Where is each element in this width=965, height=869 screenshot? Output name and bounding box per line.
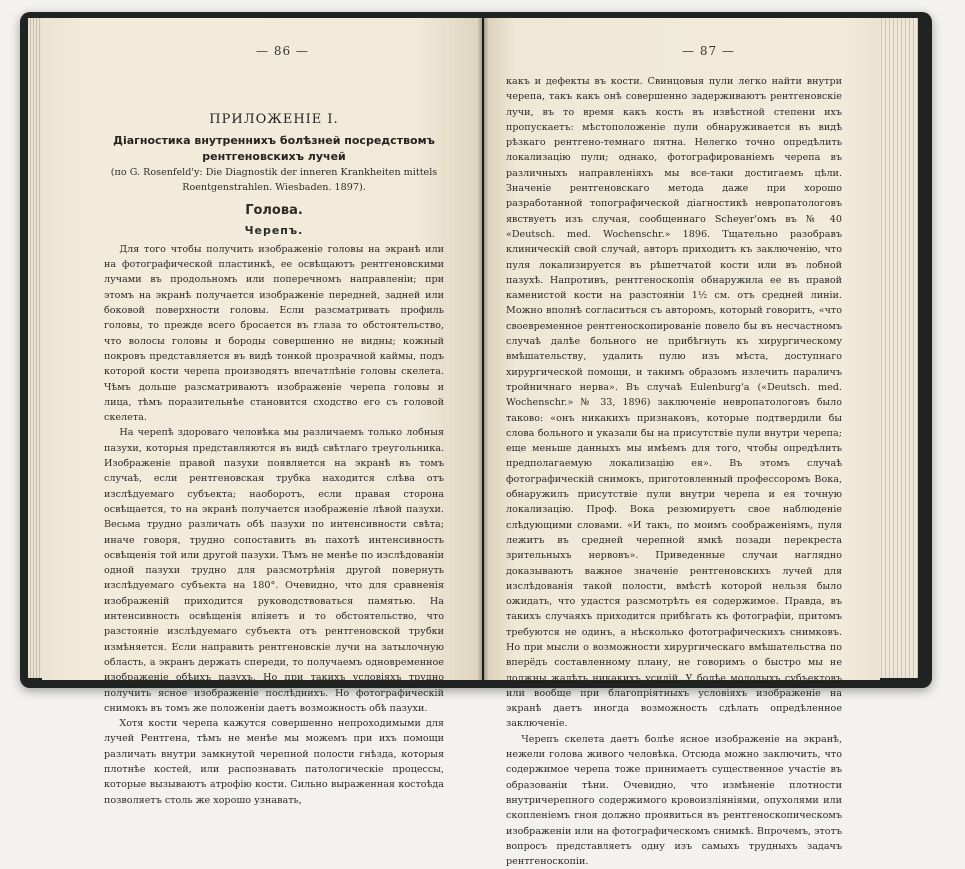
- right-page-edges: [878, 18, 918, 678]
- appendix-heading: ПРИЛОЖЕНІЕ I.: [209, 112, 339, 127]
- appendix-subtitle: (по G. Rosenfeld'y: Die Diagnostik der inneren Krankheiten mittels Roentgenstrahlen. Wiesbaden. 1897).: [110, 167, 438, 194]
- left-page-text: [104, 112, 444, 808]
- page-number-left: — 86 —: [256, 44, 309, 58]
- paragraph: На черепѣ здороваго человѣка мы различаемъ только лобныя пазухи, которыя представляются въ видѣ свѣтлаго треугольника. Изображеніе правой пазухи появляется на экранѣ въ томъ случаѣ, если рентгеновская трубка находится слѣва отъ изслѣдуемаго субъекта; наоборотъ, если правая сторона освѣщается, то на экранѣ получается изображеніе лѣвой пазухи. Весьма трудно различать обѣ пазухи по интенсивности свѣта; иначе говоря, трудно сопоставить въ пахотѣ интенсивность освѣщенія той или другой пазухи. Тѣмъ не менѣе по изслѣдованіи одной пазухи трудно для разсмотрѣнія другой повернуть изслѣдуемаго субъекта на 180°. Очевидно, что для сравненія изображеній приходится руководствоваться памятью. На интенсивность освѣщенія вліяетъ и то обстоятельство, что разстояніе изслѣдуемаго субъекта отъ рентгеновской трубки измѣняется. Если направить рентгеновскіе лучи на затылочную область, а экранъ держать спереди, то получаемъ одновременное изображеніе обѣихъ пазухъ. Но при такихъ условіяхъ трудно получить ясное изображеніе послѣднихъ. Но фотографическій снимокъ въ томъ же положеніи даетъ возможность обѣ пазухи.: [104, 427, 444, 714]
- subsection-heading: Черепъ.: [244, 223, 304, 237]
- paragraph: какъ и дефекты въ кости. Свинцовыя пули легко найти внутри черепа, такъ какъ онѣ совершенно задерживаютъ рентгеновскіе лучи, въ то время какъ кость въ извѣстной степени ихъ пропускаетъ: мѣстоположеніе пули обнаруживается въ видѣ рѣзкаго рентгено-темнаго пятна. Нелегко точно опредѣлить локализацію пули; однако, фотографированіемъ черепа въ различныхъ направленіяхъ мы все-таки достигаемъ цѣли. Значеніе рентгеновскаго метода даже при хорошо разработанной топографической діагностикѣ невропатологовъ явствуетъ изъ случая, сообщеннаго Scheyer'омъ въ № 40 «Deutsch. med. Wochenschr.» 1896. Тщательно разобравъ клиническій свой случай, авторъ приходитъ къ заключенію, что пуля локализируется въ рѣшетчатой кости или въ лобной пазухѣ. Напротивъ, рентгеноскопія обнаружила ее въ правой каменистой кости на разстояніи 1½ см. отъ средней линіи. Можно вполнѣ согласиться съ авторомъ, который говоритъ, «что своевременное рентгеноскопированіе повело бы въ несчастномъ случаѣ далѣе больного не прибѣгнуть къ хирургическому вмѣшательству, удалить пулю изъ мѣста, доступнаго хирургической помощи, и такимъ образомъ излечить параличъ тройничнаго нерва». Въ случаѣ Eulenburg'a («Deutsch. med. Wochenschr.» № 33, 1896) заключеніе невропатологовъ было таково: «онъ никакихъ признаковъ, которые подтвердили бы слова больного и указали бы на присутствіе пули внутри черепа; еще меньше данныхъ мы имѣемъ для того, чтобы опредѣлить предполагаемую локализацію ея». Въ этомъ случаѣ фотографическій снимокъ, приготовленный профессоромъ Вока, обнаружилъ присутствіе пули внутри черепа и ея точную локализацію. Проф. Вока резюмируетъ свое наблюденіе слѣдующими словами. «И такъ, по моимъ соображеніямъ, пуля лежитъ въ средней черепной ямкѣ позади перекреста зрительныхъ нервовъ». Приведенные случаи наглядно доказываютъ важное значеніе рентгеновскихъ лучей для изслѣдованія такой полости, вмѣстѣ которой нельзя было ожидать, что удастся разсмотрѣть ея содержимое. Правда, въ такихъ случаяхъ приходится прибѣгать къ фотографіи, притомъ требуются не одинъ, а нѣсколько фотографическихъ снимковъ. Но при мысли о возможности хирургическаго вмѣшательства по вперёдъ составленному плану, не говоримъ о быстро мы не должны жалѣть никакихъ усилій. У болѣе молодыхъ субъектовъ или вообще при благопріятныхъ условіяхъ изображеніе на экранѣ даетъ иногда возможность сдѣлать опредѣленное заключеніе.: [506, 76, 842, 730]
- right-page-text: [506, 74, 842, 869]
- left-page-edges: [28, 18, 42, 678]
- right-page: [484, 18, 880, 868]
- left-page: [42, 18, 482, 806]
- paragraph: Для того чтобы получить изображеніе головы на экранѣ или на фотографической пластинкѣ, ее освѣщаютъ рентгеновскими лучами въ продольномъ или поперечномъ направленіи; при этомъ на экранѣ получается изображеніе передней, задней или боковой поверхности головы. Если разсматривать профиль головы, то прежде всего бросается въ глаза то обстоятельство, что волосы головы и бороды совершенно не видны; кожный покровъ представляется въ видѣ тонкой прозрачной каймы, подъ которой кости черепа производятъ впечатлѣніе головы скелета. Чѣмъ дольше разсматриваютъ изображеніе черепа головы и лица, тѣмъ поразительнѣе становится сходство его съ головой скелета.: [104, 243, 444, 424]
- paragraph: Черепъ скелета даетъ болѣе ясное изображеніе на экранѣ, нежели голова живого человѣка. Отсюда можно заключить, что содержимое черепа тоже принимаетъ существенное участіе въ образованіи тѣни. Очевидно, что измѣненіе плотности внутричерепного содержимого кровоизліяніями, опухолями или скопленіемъ гноя должно проявиться въ рентгеноскопическомъ изображеніи или на фотографическомъ снимкѣ. Впрочемъ, этотъ вопросъ представляетъ одну изъ самыхъ трудныхъ задачъ рентгеноскопіи.: [506, 733, 842, 868]
- paragraph: Хотя кости черепа кажутся совершенно непроходимыми для лучей Рентгена, тѣмъ не менѣе мы можемъ при ихъ помощи различать внутри замкнутой черепной полости гнѣзда, которыя плотнѣе костей, или распознавать патологическіе процессы, которые вызываютъ атрофію кости. Сильно выраженная костоѣда позволяетъ столь же хорошо узнавать,: [104, 718, 444, 806]
- page-number-right: — 87 —: [682, 44, 735, 58]
- book-gutter: [478, 18, 488, 680]
- section-heading: Голова.: [245, 203, 303, 219]
- appendix-title: Діагностика внутреннихъ болѣзней посредствомъ рентгеновскихъ лучей: [113, 134, 435, 164]
